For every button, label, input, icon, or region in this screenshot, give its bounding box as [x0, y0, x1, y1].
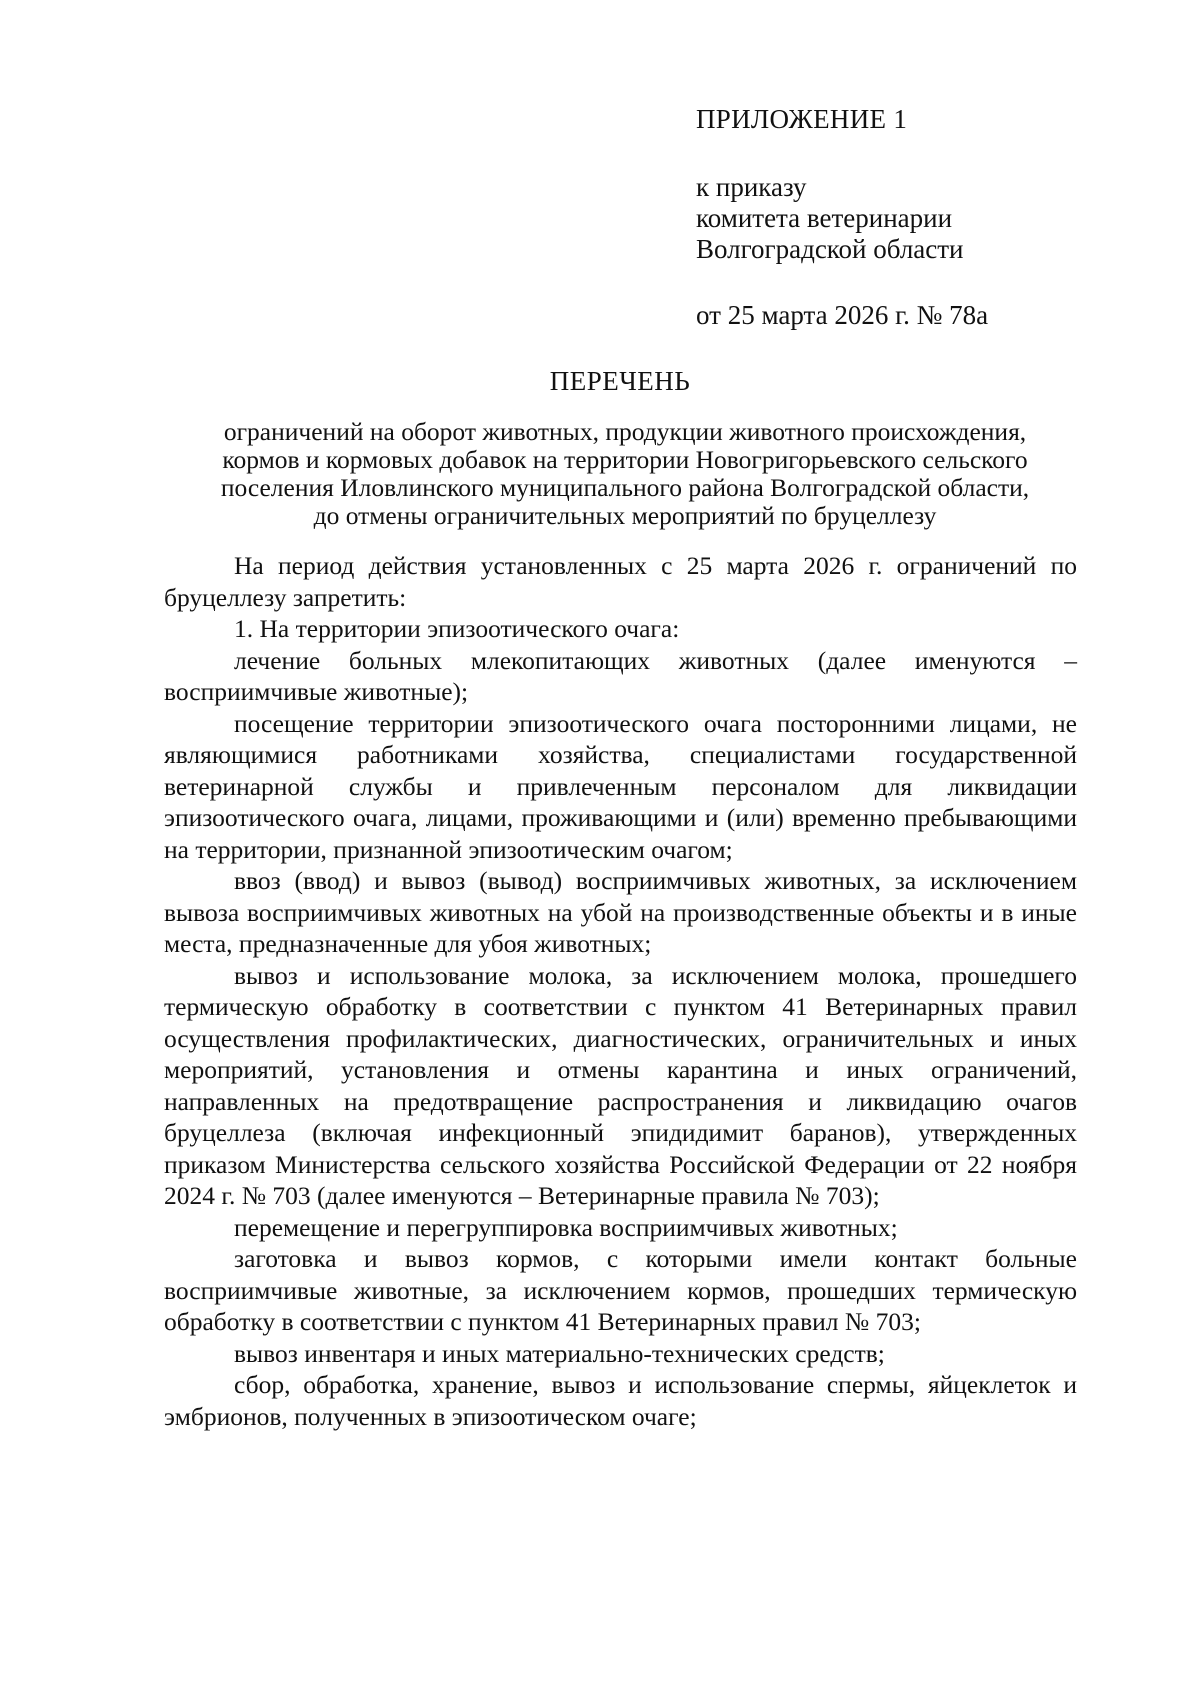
subtitle-line: кормов и кормовых добавок на территории Новогригорьевского сельского [222, 445, 1028, 474]
appendix-heading: ПРИЛОЖЕНИЕ 1 [696, 104, 908, 134]
paragraph: На период действия установленных с 25 марта 2026 г. ограничений по бруцеллезу запретить: [164, 551, 1077, 612]
paragraph: вывоз инвентаря и иных материально-технических средств; [234, 1338, 885, 1368]
appendix-block [696, 104, 1116, 331]
paragraph: сбор, обработка, хранение, вывоз и использование спермы, яйцеклеток и эмбрионов, полученных в эпизоотическом очаге; [164, 1370, 1077, 1431]
paragraph: заготовка и вывоз кормов, с которыми имели контакт больные восприимчивые животные, за исключением кормов, прошедших термическую обработку в соответствии с пунктом 41 Ветеринарных правил № 703; [164, 1244, 1077, 1336]
appendix-line: к приказу [696, 172, 807, 202]
document-subtitle [165, 418, 1085, 530]
paragraph: ввоз (ввод) и вывоз (вывод) восприимчивых животных, за исключением вывоза восприимчивых животных на убой на производственные объекты и в иные места, предназначенные для убоя животных; [164, 866, 1077, 958]
document-body [164, 550, 1077, 1432]
paragraph: посещение территории эпизоотического очага посторонними лицами, не являющимися работниками хозяйства, специалистами государственной ветеринарной службы и привлеченным персоналом для ликвидации эпизоотического очага, лицами, проживающими и (или) временно пребывающими на территории, признанной эпизоотическим очагом; [164, 708, 1077, 864]
subtitle-line: ограничений на оборот животных, продукции животного происхождения, [223, 417, 1027, 446]
paragraph: 1. На территории эпизоотического очага: [234, 614, 680, 643]
paragraph: лечение больных млекопитающих животных (далее именуются – восприимчивые животные); [164, 645, 1077, 706]
appendix-date: от 25 марта 2026 г. № 78а [696, 300, 989, 330]
subtitle-line: поселения Иловлинского муниципального района Волгоградской области, [220, 473, 1030, 502]
paragraph: перемещение и перегруппировка восприимчивых животных; [234, 1212, 898, 1242]
paragraph: вывоз и использование молока, за исключением молока, прошедшего термическую обработку в соответствии с пунктом 41 Ветеринарных правил осуществления профилактических, диагностических, ограничительных и иных мероприятий, установления и отмены карантина и иных ограничений, направленных на предотвращение распространения и ликвидацию очагов бруцеллеза (включая инфекционный эпидидимит баранов), утвержденных приказом Министерства сельского хозяйства Российской Федерации от 22 ноября 2024 г. № 703 (далее именуются – Ветеринарные правила № 703); [164, 960, 1077, 1210]
subtitle-line: до отмены ограничительных мероприятий по бруцеллезу [313, 501, 937, 530]
appendix-line: Волгоградской области [696, 234, 964, 264]
appendix-line: комитета ветеринарии [696, 203, 953, 233]
document-title: ПЕРЕЧЕНЬ [549, 366, 691, 396]
